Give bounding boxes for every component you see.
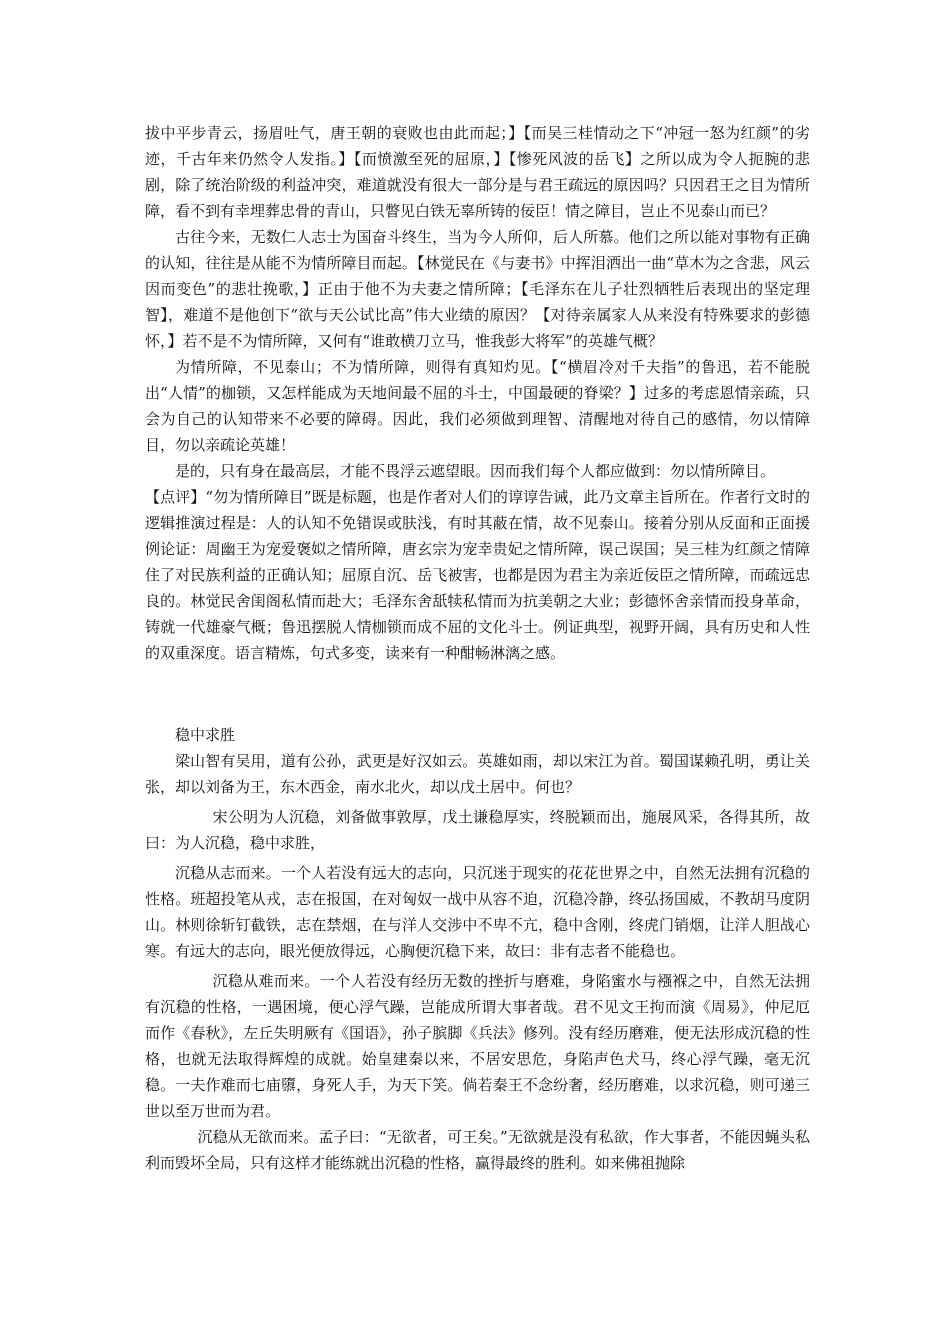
essay1-comment: 【点评】“勿为情所障目”既是标题，也是作者对人们的谆谆告诫，此乃文章主旨所在。作者行文时的逻辑推演过程是：人的认知不免错误或肤浅，有时其蔽在情，故不见泰山。接着分别从反面和正面援例论证：周幽王为宠爱褒姒之情所障，唐玄宗为宠幸贵妃之情所障，误己误国；吴三桂为红颜之情障住了对民族利益的正确认知；屈原自沉、岳飞被害，也都是因为君主为亲近佞臣之情所障，而疏远忠良的。林觉民舍闺阁私情而赴大；毛泽东舍舐犊私情而为抗美朝之大业；彭德怀舍亲情而投身革命，铸就一代雄豪气概；鲁迅摆脱人情枷锁而成不屈的文化斗士。例证典型，视野开阔，具有历史和人性的双重深度。语言精炼，句式多变，读来有一种酣畅淋漓之感。 (145, 488, 810, 662)
essay1-paragraph-1: 拔中平步青云，扬眉吐气，唐王朝的衰败也由此而起；】【而吴三桂情动之下“冲冠一怒为红颜”的劣迹，千古年来仍然令人发指。】【而愤激至死的屈原，】【惨死风波的岳飞】之所以成为令人扼腕的悲剧，除了统治阶级的利益冲突，难道就没有很大一部分是与君王疏远的原因吗？只因君王之目为情所障，看不到有幸埋葬忠骨的青山，只瞥见白铁无辜所铸的佞臣！情之障目，岂止不见泰山而已？ (145, 124, 810, 220)
section-gap (145, 666, 810, 722)
essay1-paragraph-4: 是的，只有身在最高层，才能不畏浮云遮望眼。因而我们每个人都应做到：勿以情所障目。 (175, 462, 776, 480)
essay2-paragraph-5: 沉稳从无欲而来。孟子曰：“无欲者，可王矣。”无欲就是没有私欲，作大事者，不能因蝇头私利而毁坏全局，只有这样才能练就出沉稳的性格，赢得最终的胜利。如来佛祖抛除 (145, 1128, 810, 1172)
essay2-paragraph-2: 宋公明为人沉稳，刘备做事敦厚，戊土谦稳厚实，终脱颖而出，施展风采，各得其所，故曰：为人沉稳，稳中求胜， (145, 808, 810, 852)
essay2-paragraph-4: 沉稳从难而来。一个人若没有经历无数的挫折与磨难，身陷蜜水与襁褓之中，自然无法拥有沉稳的性格，一遇困境，便心浮气躁，岂能成所谓大事者哉。君不见文王拘而演《周易》，仲尼厄而作《春秋》，左丘失明厥有《国语》，孙子膑脚《兵法》修列。没有经历磨难，便无法形成沉稳的性格，也就无法取得辉煌的成就。始皇建秦以来，不居安思危，身陷声色犬马，终心浮气躁，毫无沉稳。一夫作难而七庙隳，身死人手，为天下笑。倘若秦王不念纷奢，经历磨难，以求沉稳，则可递三世以至万世而为君。 (145, 972, 810, 1120)
document-page (145, 120, 810, 1176)
essay2-paragraph-3: 沉稳从志而来。一个人若没有远大的志向，只沉迷于现实的花花世界之中，自然无法拥有沉稳的性格。班超投笔从戎，志在报国，在对匈奴一战中从容不迫，沉稳冷静，终弘扬国威，不教胡马度阴山。林则徐斩钉截铁，志在禁烟，在与洋人交涉中不卑不亢，稳中含刚，终虎门销烟，让洋人胆战心寒。有远大的志向，眼光便放得远，心胸便沉稳下来，故曰：非有志者不能稳也。 (145, 864, 810, 960)
essay2-title: 稳中求胜 (175, 726, 236, 744)
essay2-paragraph-1: 梁山智有吴用，道有公孙，武更是好汉如云。英雄如雨，却以宋江为首。蜀国谋赖孔明，勇让关张，却以刘备为王，东木西金，南水北火，却以戊土居中。何也？ (145, 752, 810, 796)
essay1-paragraph-3: 为情所障，不见泰山；不为情所障，则得有真知灼见。【“横眉冷对千夫指”的鲁迅，若不能脱出“人情”的枷锁，又怎样能成为天地间最不屈的斗士，中国最硬的脊梁？】过多的考虑恩情亲疏，只会为自己的认知带来不必要的障碍。因此，我们必须做到理智、清醒地对待自己的感情，勿以情障目，勿以亲疏论英雄！ (145, 358, 810, 454)
essay1-paragraph-2: 古往今来，无数仁人志士为国奋斗终生，当为今人所仰，后人所慕。他们之所以能对事物有正确的认知，往往是从能不为情所障目而起。【林觉民在《与妻书》中挥泪洒出一曲“草木为之含悲，风云因而变色”的悲壮挽歌，】正由于他不为夫妻之情所障；【毛泽东在儿子壮烈牺牲后表现出的坚定理智】，难道不是他创下“欲与天公试比高”伟大业绩的原因？【对待亲属家人从来没有特殊要求的彭德怀，】若不是不为情所障，又何有“谁敢横刀立马，惟我彭大将军”的英雄气概？ (145, 228, 810, 350)
